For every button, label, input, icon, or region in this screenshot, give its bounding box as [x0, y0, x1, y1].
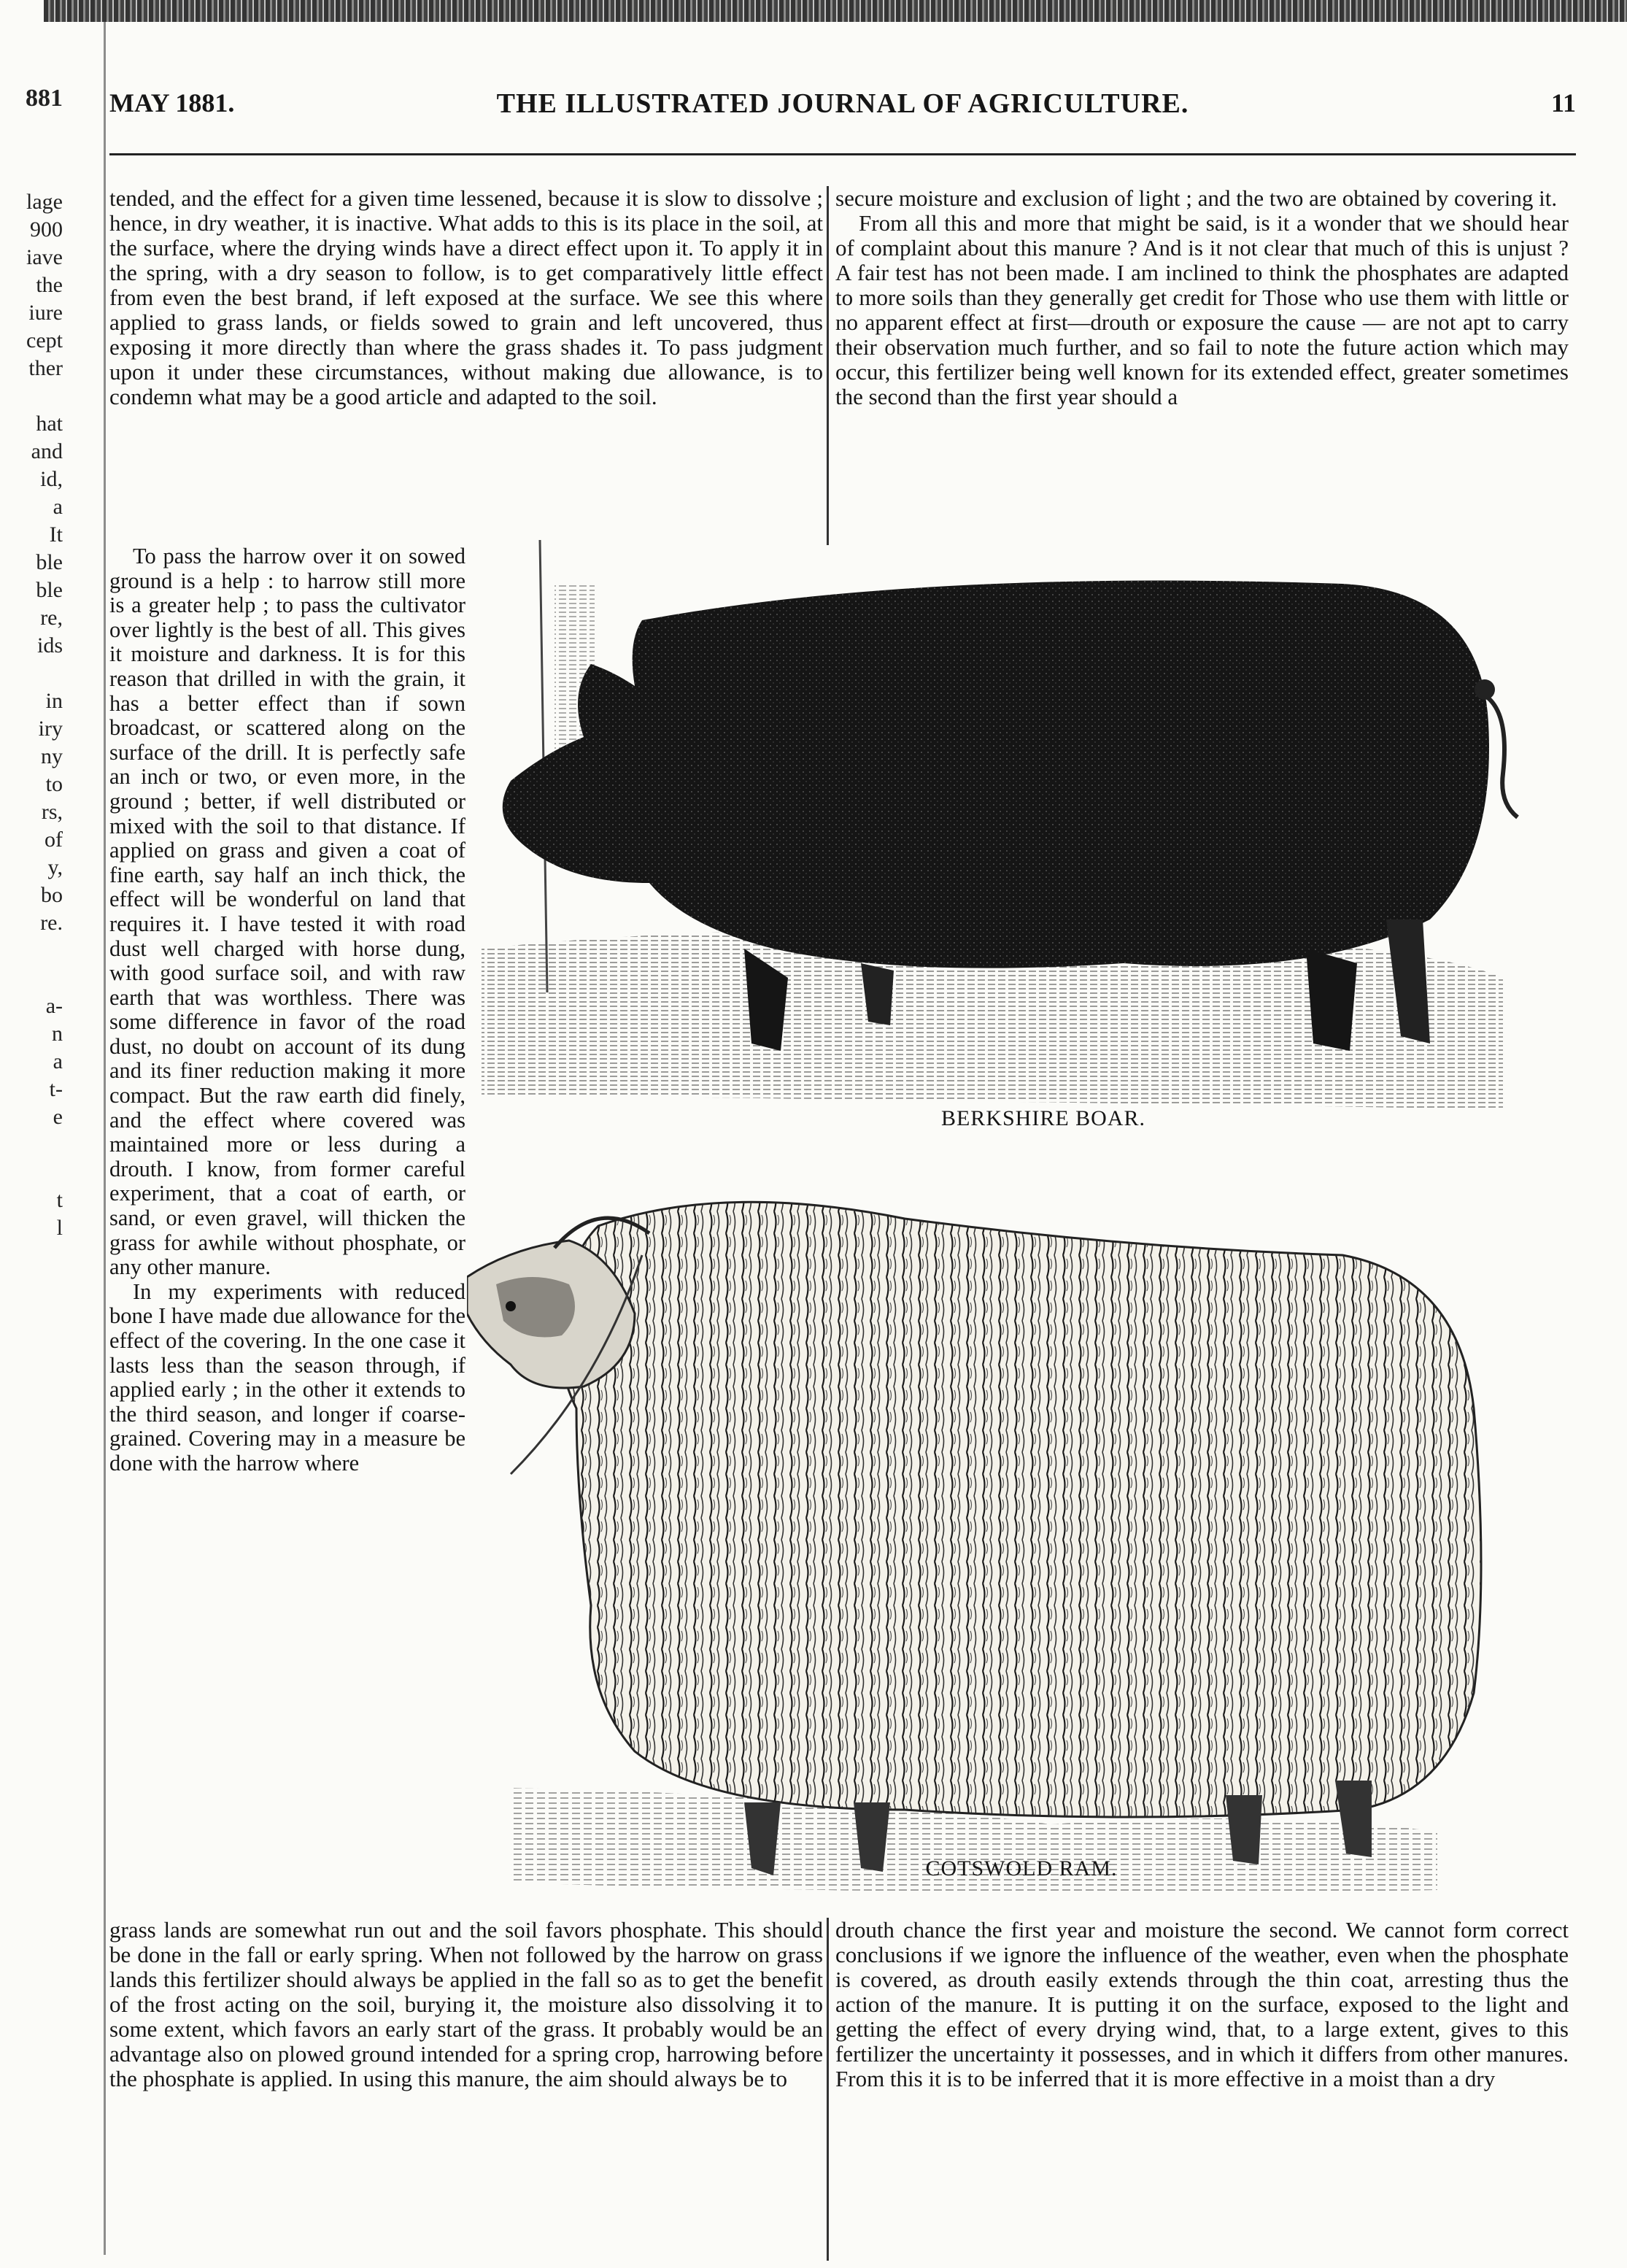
previous-page-fragment: hat	[36, 412, 63, 436]
previous-page-fragment: ther	[28, 356, 63, 380]
previous-page-fragment: ny	[41, 744, 63, 768]
previous-page-fragment: to	[45, 772, 63, 796]
paragraph: secure moisture and exclusion of light ; and the two are obtained by covering it.	[835, 185, 1558, 211]
paragraph: To pass the harrow over it on sowed ground is a help : to harrow still more is a greater help ; to pass the cultivator over lightly is the best of all. This gives it moisture and darkness. It is for this reason that drilled in with the grain, it has a better effect than if sown broadcast, or scattered along on the surface of the drill. It is perfectly safe an inch or two, or even more, in the ground ; better, if well distributed or mixed with the soil to that distance. If applied on grass and given a coat of fine earth, say half an inch thick, the effect will be wonderful on land that requires it. I have tested it with road dust well charged with horse dung, with good surface soil, and with raw earth that was worthless. There was some difference in favor of the road dust, no doubt on account of its dung and its finer reduction making it more compact. But the raw earth did finely, and the effect where covered was maintained more or less during a drouth. I know, from former careful experiment, that a coat of earth, or sand, or even gravel, will thicken the grass for awhile without phosphate, or any other manure.	[109, 544, 465, 1280]
previous-page-fragment: a	[53, 1049, 63, 1073]
column-divider	[827, 1918, 829, 2261]
column-divider	[827, 186, 829, 545]
previous-page-fragment: bo	[41, 883, 63, 907]
previous-page-fragment: the	[36, 273, 63, 297]
page-header	[109, 88, 1576, 124]
ram-caption: COTSWOLD RAM.	[925, 1856, 1118, 1881]
ram-engraving	[467, 1168, 1569, 1905]
previous-page-fragment: in	[45, 689, 63, 713]
previous-page-fragment: ble	[36, 550, 63, 574]
paragraph: tended, and the effect for a given time lessened, because it is slow to dissolve ; hence, in dry weather, it is inactive. What adds to this is its place in the soil, at the surface, where the drying winds have a direct effect upon it. To apply it in the spring, with a dry season to follow, is to get comparatively little effect from even the best brand, if left exposed at the surface. We see this where applied to grass lands, or fields sowed to grain and left uncovered, thus exposing it more directly than where the grass shades it. To pass judgment upon it under these circumstances, without making due allowance, is to condemn what may be a good article and adapted to the soil.	[109, 185, 823, 409]
paragraph: In my experiments with reduced bone I have made due allowance for the effect of the covering. In the one case it lasts less than the season through, if applied early ; in the other it extends to the third season, and longer if coarse-grained. Covering may in a measure be done with the harrow where	[109, 1278, 465, 1476]
previous-page-fragment: t	[56, 1188, 63, 1212]
scan-top-edge	[44, 0, 1627, 22]
boar-caption: BERKSHIRE BOAR.	[940, 1106, 1146, 1130]
previous-page-fragment: rs,	[41, 800, 63, 824]
issue-date: MAY 1881.	[109, 88, 235, 117]
previous-page-fragment: of	[45, 828, 63, 852]
article-column-left-top	[109, 186, 823, 545]
previous-page-fragment: 900	[30, 217, 63, 242]
previous-page-fragment: n	[52, 1022, 63, 1046]
boar-engraving	[467, 540, 1569, 1146]
previous-page-fragment: lage	[26, 190, 63, 214]
previous-page-fragment: cept	[26, 328, 63, 352]
cotswold-ram-illustration	[467, 1168, 1569, 1905]
previous-page-fragment: e	[53, 1105, 63, 1129]
article-column-right-top	[835, 186, 1569, 545]
article-column-left-bottom	[109, 1918, 823, 2261]
previous-page-fragment: ids	[36, 633, 63, 657]
previous-page-fragment: y,	[47, 855, 63, 879]
previous-page-fragment: iure	[28, 301, 63, 325]
previous-page-number: 881	[26, 85, 63, 112]
previous-page-fragment: l	[56, 1216, 63, 1240]
previous-page-fragment: re.	[40, 911, 63, 935]
article-column-right-bottom	[835, 1918, 1569, 2261]
previous-page-fragment: a-	[45, 994, 63, 1018]
page-gutter	[104, 22, 106, 2255]
previous-page-fragment: ble	[36, 578, 63, 602]
page-number: 11	[1550, 88, 1576, 117]
previous-page-fragment: a	[53, 495, 63, 519]
previous-page-fragment: It	[49, 522, 63, 547]
journal-title: THE ILLUSTRATED JOURNAL OF AGRICULTURE.	[496, 88, 1189, 119]
previous-page-fragment: t-	[49, 1077, 63, 1101]
previous-page-fragment: and	[31, 439, 63, 463]
article-column-narrow	[109, 544, 465, 1905]
paragraph: drouth chance the first year and moisture the second. We cannot form correct conclusions if we ignore the influence of the weather, even when the phosphate is covered, as drouth easily extends through the thin coat, arresting thus the action of the manure. It is putting it on the surface, exposed to the light and getting the effect of every drying wind, that, to a large extent, gives to this fertilizer the uncertainty it possesses, and in which it differs from other manures. From this it is to be inferred that it is more effective in a moist than a dry	[835, 1917, 1569, 2091]
previous-page-fragment: id,	[40, 467, 63, 491]
previous-page-fragment: iave	[26, 245, 63, 269]
berkshire-boar-illustration	[467, 540, 1569, 1146]
header-rule	[109, 153, 1576, 155]
paragraph: grass lands are somewhat run out and the soil favors phosphate. This should be done in the fall or early spring. When not followed by the harrow on grass lands this fertilizer should always be applied in the fall so as to get the benefit of the frost acting on the soil, burying it, the moisture also dissolving it to some extent, which favors an early start of the grass. It probably would be an advantage also on plowed ground intended for a spring crop, harrowing before the phosphate is applied. In using this manure, the aim should always be to	[109, 1917, 823, 2091]
paragraph: From all this and more that might be said, is it a wonder that we should hear of complaint about this manure ? And is it not clear that much of this is unjust ? A fair test has not been made. I am inclined to think the phosphates are adapted to more soils than they generally get credit for Those who use them with little or no apparent effect at first—drouth or exposure the cause — are not apt to carry their observation much further, and so fail to note the future action which may occur, this fertilizer being well known for its extended effect, greater sometimes the second than the first year should a	[835, 210, 1569, 409]
previous-page-fragment: re,	[40, 606, 63, 630]
previous-page-fragment: iry	[38, 717, 63, 741]
